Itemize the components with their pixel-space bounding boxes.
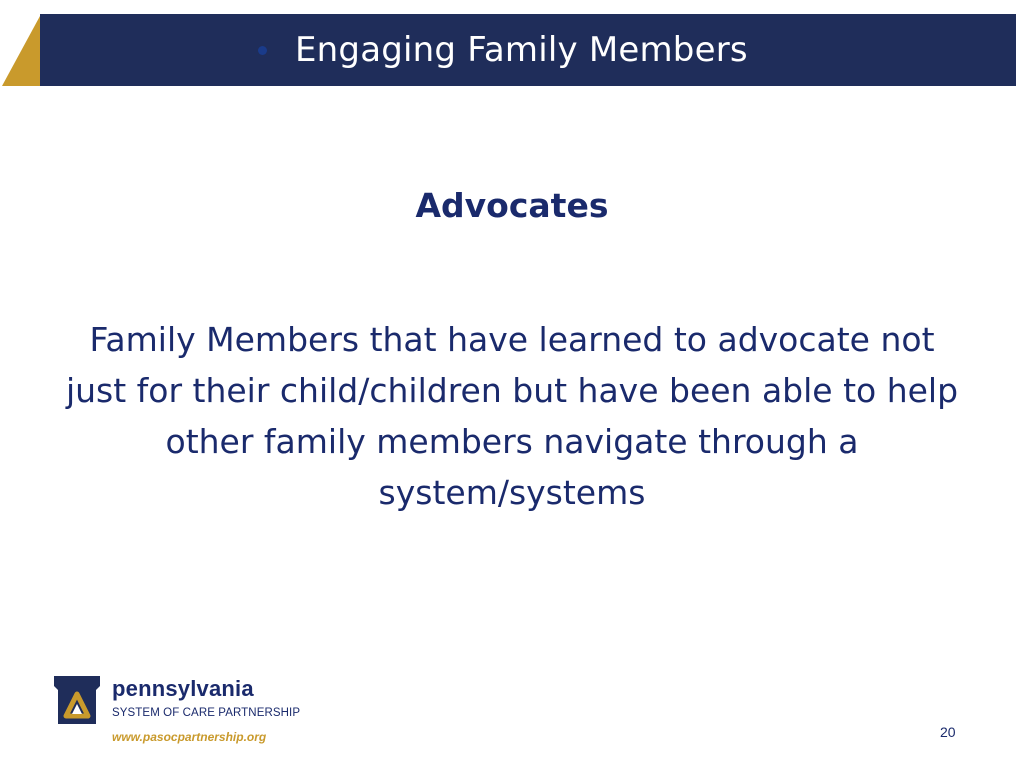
logo-url[interactable]: www.pasocpartnership.org <box>112 730 267 744</box>
logo-tagline: SYSTEM OF CARE PARTNERSHIP <box>112 707 301 719</box>
keystone-icon <box>50 672 104 728</box>
pa-soc-logo <box>50 672 310 752</box>
slide-body-text: Family Members that have learned to advocate not just for their child/children but have been able to help other family members navigate through a system/systems <box>65 320 959 512</box>
slide-title-text: Engaging Family Members <box>295 30 748 70</box>
bullet-icon <box>258 46 267 55</box>
slide-subtitle: Advocates <box>415 186 609 225</box>
logo-name: pennsylvania <box>112 676 254 701</box>
slide-title <box>256 14 1004 86</box>
page-number: 20 <box>940 724 956 740</box>
